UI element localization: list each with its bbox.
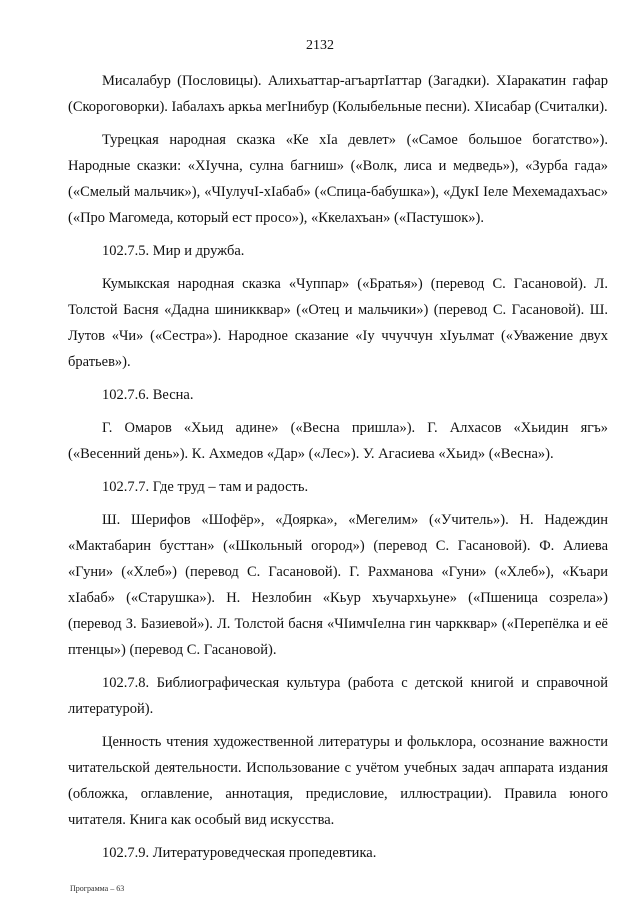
section-heading-102-7-8: 102.7.8. Библиографическая культура (работа с детской книгой и справочной литературой). bbox=[68, 675, 608, 717]
page-footer: Программа – 63 bbox=[70, 884, 125, 893]
paragraph-turkish-tale: Турецкая народная сказка «Ке хIа девлет» («Самое большое богатство»). Народные сказки: «ХIучна, сулна багниш» («Волк, лиса и медведь»), «Зурба гада» («Смелый мальчик»), «ЧIулучI-хIабаб» («Спица-бабушка»), «ДукI Iеле Мехемадахъас» («Про Магомеда, который ест просо»), «Ккелахъан» («Пастушок»). bbox=[68, 132, 608, 226]
section-heading-102-7-7: 102.7.7. Где труд – там и радость. bbox=[102, 479, 309, 495]
paragraph-kumyk-tale: Кумыкская народная сказка «Чуппар» («Братья») (перевод С. Гасановой). Л. Толстой Басня «Дадна шиникквар» («Отец и мальчики») (перевод С. Гасановой). Ш. Лутов «Чи» («Сестра»). Народное сказание «Iу ччуччун хIуьлмат («Уважение двух братьев»). bbox=[68, 276, 608, 370]
paragraph-spring: Г. Омаров «Хьид адине» («Весна пришла»). Г. Алхасов «Хьидин ягъ» («Весенний день»). К. Ахмедов «Дар» («Лес»). У. Агасиева «Хьид» («Весна»). bbox=[68, 420, 608, 462]
paragraph-reading-value: Ценность чтения художественной литературы и фольклора, осознание важности читательской деятельности. Использование с учётом учебных задач аппарата издания (обложка, оглавление, аннотация, предисловие, иллюстрации). Правила юного читателя. Книга как особый вид искусства. bbox=[68, 734, 608, 828]
document-body bbox=[68, 68, 608, 873]
section-heading-102-7-6: 102.7.6. Весна. bbox=[102, 387, 194, 403]
paragraph-proverbs: Мисалабур (Пословицы). Алихьаттар-агъартIаттар (Загадки). ХIаракатин гафар (Скороговорки). Iабалахъ аркьа мегIнибур (Колыбельные песни). ХIисабар (Считалки). bbox=[68, 73, 608, 115]
page-number: 2132 bbox=[306, 38, 334, 53]
section-heading-102-7-9: 102.7.9. Литературоведческая пропедевтика. bbox=[102, 845, 377, 861]
paragraph-work: Ш. Шерифов «Шофёр», «Доярка», «Мегелим» («Учитель»). Н. Надеждин «Мактабарин бусттан» («Школьный огород») (перевод С. Гасановой). Ф. Алиева «Гуни» («Хлеб») (перевод С. Гасановой). Г. Рахманова «Гуни» («Хлеб»), «Къари хIабаб» («Старушка»). Н. Незлобин «Кьур хъучархьуне» («Пшеница созрела») (перевод З. Базиевой»). Л. Толстой басня «ЧIимчIелна гин чаркквар» («Перепёлка и её птенцы») (перевод С. Гасановой). bbox=[68, 512, 608, 658]
section-heading-102-7-5: 102.7.5. Мир и дружба. bbox=[102, 243, 245, 259]
